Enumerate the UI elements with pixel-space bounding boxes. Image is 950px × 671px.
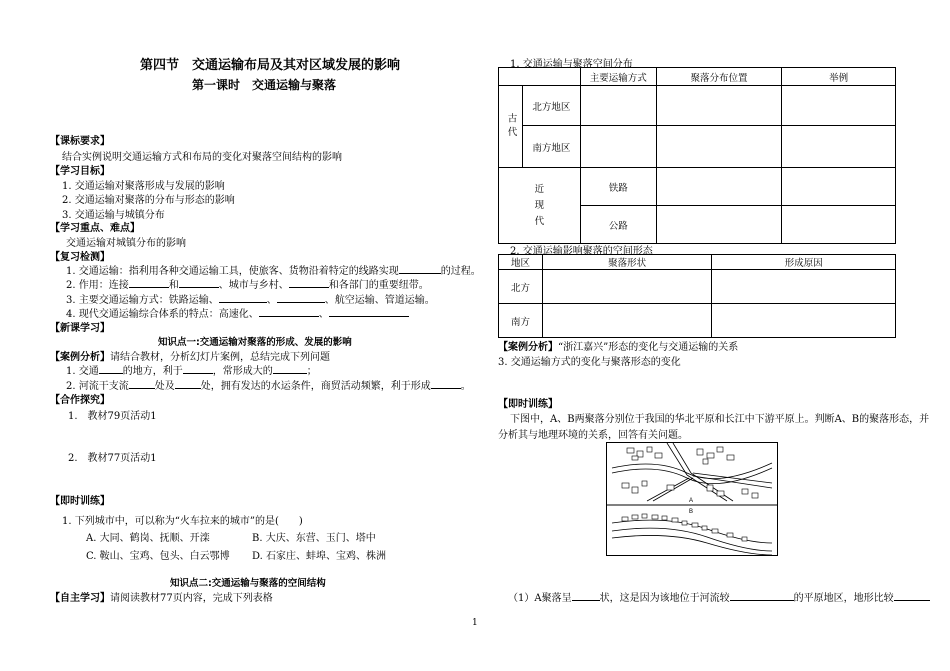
fuxi-1a: 1. 交通运输：指利用各种交通运输工具，使旅客、货物沿着特定的线路实现 [66,266,399,277]
row-label-north: 北方 [499,270,543,304]
fuxi-2d: 和各部门的重要纽带。 [328,280,429,291]
hezuo-item-2: 2. 教材77页活动1 [68,453,157,464]
table-cell[interactable] [656,86,782,126]
table-cell[interactable] [712,270,896,304]
fuxi-item-4 [66,305,409,320]
row-label-gudai: 古代 [499,86,523,168]
blank[interactable] [431,379,461,389]
anli-label: 【案例分析】 [50,352,110,363]
item-3: 3. 交通运输方式的变化与聚落形态的变化 [498,357,681,368]
fuxi-item-1 [66,262,481,277]
knowledge-point-2: 知识点二:交通运输与聚落的空间结构 [170,578,326,589]
blank[interactable] [273,364,307,374]
anli-text: 请结合教材，分析幻灯片案例，总结完成下列问题 [110,352,330,363]
hezuo-item-1: 1. 教材79页活动1 [68,411,157,422]
fuxi-4a: 4. 现代交通运输综合体系的特点：高速化、 [66,309,259,320]
option-d[interactable]: D. 石家庄、蚌埠、宝鸡、株洲 [252,551,387,562]
zizhu-label: 【自主学习】 [50,593,110,604]
mubiao-label: 【学习目标】 [50,166,110,177]
blank[interactable] [730,591,794,601]
row-label-south: 南方地区 [522,126,580,168]
map-b-label: B [689,509,694,515]
mubiao-item: 3. 交通运输与城镇分布 [62,210,165,221]
fuxi-2c: 、城市与乡村、 [218,280,289,291]
table-header: 形成原因 [712,255,896,270]
row-label-south: 南方 [499,304,543,338]
table-cell[interactable] [782,168,896,206]
mubiao-item: 1. 交通运输对聚落形成与发展的影响 [62,181,225,192]
question-1: 1. 下列城市中，可以称为“火车拉来的城市”的是( ) [62,516,303,527]
jishi-label-left: 【即时训练】 [50,496,110,507]
table-1-caption: 1. 交通运输与聚落空间分布 [510,59,633,70]
table-settlement-distribution [498,67,896,244]
anli-item-2 [66,377,471,392]
row-label-road: 公路 [580,206,656,244]
table-header-blank [499,68,581,86]
fuxi-4b: 、 [318,309,329,320]
q-c: 的平原地区，地形比较 [793,593,894,604]
fuxi-3b: 、 [266,295,277,306]
fuxi-3a: 3. 主要交通运输方式：铁路运输、 [66,295,219,306]
map-a-blocks [622,447,758,498]
page-title: 第四节 交通运输布局及其对区域发展的影响 [140,58,401,73]
table-cell[interactable] [656,126,782,168]
anli-2c: 处，拥有发达的水运条件，商贸活动频繁，利于形成 [200,381,431,392]
knowledge-point-1: 知识点一:交通运输对聚落的形成、发展的影响 [158,337,352,348]
blank[interactable] [894,591,930,601]
blank[interactable] [219,293,267,303]
anli-1d: ； [306,366,317,377]
jishi-label-right: 【即时训练】 [498,399,558,410]
map-b-blocks [622,514,747,541]
table-cell[interactable] [656,168,782,206]
option-a[interactable]: A. 大同、鹤岗、抚顺、开滦 [86,533,210,544]
blank[interactable] [572,591,600,601]
zizhu-line [50,589,273,604]
anli-2a: 2. 河流干支流 [66,381,129,392]
table-cell[interactable] [712,304,896,338]
option-b[interactable]: B. 大庆、东营、玉门、塔中 [252,533,376,544]
blank[interactable] [259,307,319,317]
table-cell[interactable] [656,206,782,244]
kebiao-text: 结合实例说明交通运输方式和布局的变化对聚落空间结构的影响 [62,152,342,163]
row-label-jindai-text: 近现代 [534,183,545,227]
table-cell[interactable] [782,126,896,168]
jishi-text-2: 分析其与地理环境的关系，回答有关问题。 [498,430,688,441]
table-header: 主要运输方式 [580,68,656,86]
anli2-line [498,338,738,353]
blank[interactable] [99,364,123,374]
settlement-map-svg [607,443,777,555]
q-b: 状，这是因为该地位于河流较 [599,593,730,604]
row-label-jindai [499,168,581,244]
zizhu-text: 请阅读教材77页内容，完成下列表格 [110,593,273,604]
blank[interactable] [175,379,201,389]
blank[interactable] [183,364,213,374]
map-a-label: A [689,498,694,504]
anli-1b: 的地方，利于 [122,366,183,377]
fuxi-1b: 的过程。 [440,266,481,277]
table-cell[interactable] [542,270,712,304]
zhongdian-label: 【学习重点、难点】 [50,223,140,234]
table-cell[interactable] [782,86,896,126]
hezuo-label: 【合作探究】 [50,395,110,406]
fuxi-2a: 2. 作用：连接 [66,280,129,291]
fuxi-label: 【复习检测】 [50,252,110,263]
settlement-map-figure [606,442,778,556]
row-label-rail: 铁路 [580,168,656,206]
fuxi-item-3 [66,291,435,306]
table-settlement-form [498,254,896,338]
q-a: （1）A聚落呈 [508,593,572,604]
zhongdian-text: 交通运输对城镇分布的影响 [66,238,186,249]
anli2-text: “浙江嘉兴”形态的变化与交通运输的关系 [558,342,739,353]
mubiao-item: 2. 交通运输对聚落的分布与形态的影响 [62,195,235,206]
anli-item-1 [66,362,317,377]
anli-2d: 。 [460,381,471,392]
question-a-line [508,589,930,604]
table-cell[interactable] [580,86,656,126]
page-subtitle: 第一课时 交通运输与聚落 [192,78,337,92]
blank[interactable] [399,264,441,274]
anli-2b: 处及 [154,381,175,392]
blank[interactable] [277,293,325,303]
table-cell[interactable] [782,206,896,244]
blank[interactable] [289,278,329,288]
anli-1c: ，常形成大的 [212,366,273,377]
jishi-text-1: 下图中，A、B两聚落分别位于我国的华北平原和长江中下游平原上。判断A、B的聚落形态，并 [510,414,930,425]
table-header: 举例 [782,68,896,86]
blank[interactable] [129,278,169,288]
fuxi-3c: 、航空运输、管道运输。 [324,295,435,306]
fuxi-2b: 和 [168,280,179,291]
blank[interactable] [129,379,155,389]
kebiao-label: 【课标要求】 [50,136,110,147]
page-number: 1 [472,618,478,628]
anli-line [50,348,330,363]
fuxi-item-2 [66,276,429,291]
anli2-label: 【案例分析】 [498,342,558,353]
table-header: 聚落分布位置 [656,68,782,86]
table-cell[interactable] [542,304,712,338]
row-label-north: 北方地区 [522,86,580,126]
table-cell[interactable] [580,126,656,168]
table-header: 地区 [499,255,543,270]
blank[interactable] [329,307,409,317]
table-header: 聚落形状 [542,255,712,270]
blank[interactable] [179,278,219,288]
xinke-label: 【新课学习】 [50,323,110,334]
table-2-caption: 2. 交通运输影响聚落的空间形态 [510,246,653,257]
option-c[interactable]: C. 鞍山、宝鸡、包头、白云鄂博 [86,551,230,562]
anli-1a: 1. 交通 [66,366,99,377]
